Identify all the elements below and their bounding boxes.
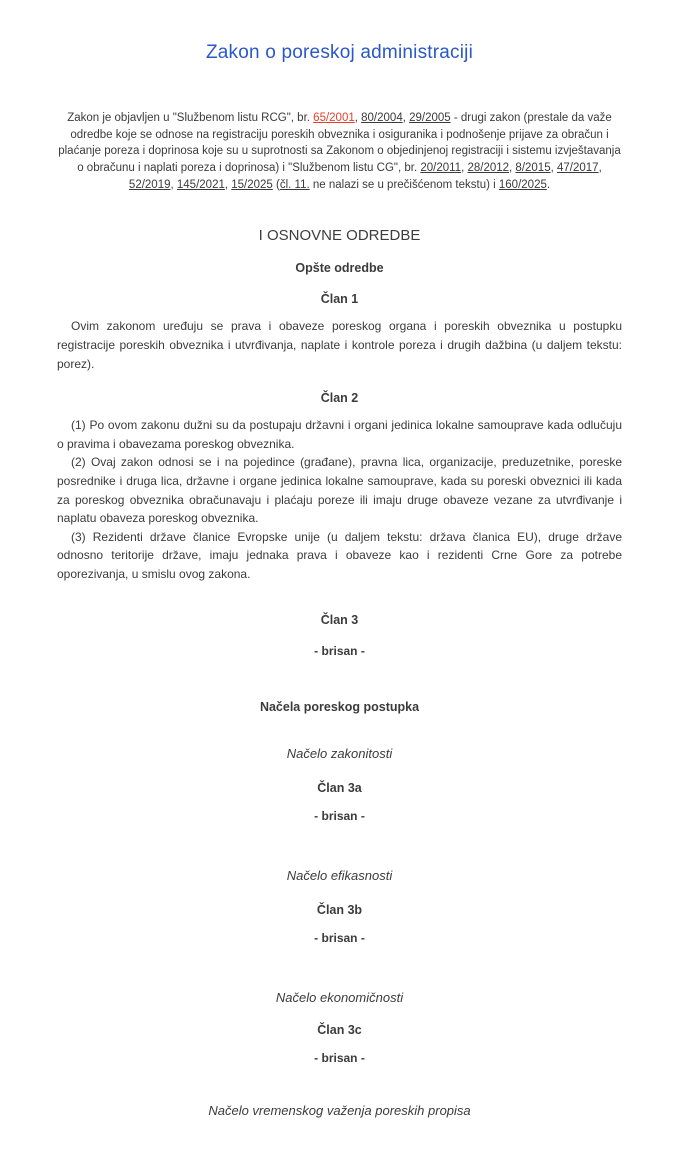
article-paragraph: (1) Po ovom zakonu dužni su da postupaju državni i organi jedinica lokalne samouprave kada odlučuju o pravima i obavezama poreskog obveznika. bbox=[57, 418, 622, 451]
intro-text-segment: - drugi zakon (prestale da važe odredbe koje se odnose na registraciju poreskih obveznika i osiguranika i podnošenje prijave za obračun i plaćanje poreza i doprinosa koje su u suprotnosti sa Zakonom o objedinjenoj registraciji i sistemu izvještavanja o obračunu i naplati poreza i doprinosa) i "Službenom listu CG", br. bbox=[58, 112, 621, 175]
intro-text-segment: , bbox=[550, 162, 557, 175]
document-title: Zakon o poreskoj administraciji bbox=[205, 42, 474, 63]
article-11-link[interactable]: čl. 11. bbox=[279, 178, 310, 191]
article-heading-clan-3a: Član 3a bbox=[317, 781, 362, 796]
intro-text-segment: ( bbox=[272, 178, 280, 191]
gazette-link-8-2015[interactable]: 8/2015 bbox=[515, 162, 551, 175]
gazette-link-47-2017[interactable]: 47/2017 bbox=[557, 162, 599, 175]
gazette-link-80-2004[interactable]: 80/2004 bbox=[361, 112, 403, 124]
intro-text-segment: , bbox=[461, 162, 468, 175]
gazette-link-160-2025[interactable]: 160/2025 bbox=[498, 178, 547, 191]
article-status-deleted: - brisan - bbox=[314, 809, 365, 824]
gazette-link-20-2011[interactable]: 20/2011 bbox=[420, 162, 462, 175]
article-status-deleted: - brisan - bbox=[314, 1051, 365, 1066]
gazette-link-65-2001[interactable]: 65/2001 bbox=[313, 112, 355, 124]
intro-text-segment: , bbox=[509, 162, 516, 175]
gazette-link-15-2025[interactable]: 15/2025 bbox=[231, 178, 273, 191]
principle-heading-ekonomicnosti: Načelo ekonomičnosti bbox=[275, 990, 404, 1006]
principle-heading-efikasnosti: Načelo efikasnosti bbox=[286, 868, 393, 884]
principle-heading-vremenskog-vazenja: Načelo vremenskog važenja poreskih propisa bbox=[208, 1103, 471, 1119]
article-paragraph: (3) Rezidenti države članice Evropske unije (u daljem tekstu: država članica EU), druge države odnosno teritorije države, imaju jednaka prava i obaveze kao i rezidenti Crne Gore za potrebe oporezivanja, u smislu ovog zakona. bbox=[57, 529, 622, 581]
article-paragraph: (2) Ovaj zakon odnosi se i na pojedince (građane), pravna lica, organizacije, preduzetnike, poreske posrednike i druga lica, državne i organe jedinica lokalne samouprave, kada su poreski obveznici ili kada za poreskog obveznika obračunavaju i plaćaju poreze ili imaju druge obaveze vezane za utvrđivanje i naplatu obaveza poreskog obveznika. bbox=[57, 455, 622, 526]
section-heading-osnovne-odredbe: I OSNOVNE ODREDBE bbox=[258, 227, 421, 245]
intro-text-segment: , bbox=[170, 178, 177, 191]
gazette-link-28-2012[interactable]: 28/2012 bbox=[467, 162, 510, 175]
intro-text-segment: , bbox=[598, 162, 602, 175]
intro-text-segment: ne nalazi se u prečišćenom tekstu) i bbox=[309, 178, 499, 191]
article-heading-clan-1: Član 1 bbox=[320, 292, 359, 307]
article-status-deleted: - brisan - bbox=[314, 644, 365, 659]
subsection-heading-nacela: Načela poreskog postupka bbox=[259, 700, 420, 715]
article-paragraph: Ovim zakonom uređuju se prava i obaveze poreskog organa i poreskih obveznika u postupku registracije poreskih obveznika i utvrđivanja, naplate i kontrole poreza i drugih dažbina (u daljem tekstu: porez). bbox=[57, 319, 622, 371]
intro-text-segment: Zakon je objavljen u "Službenom listu RCG", br. bbox=[67, 112, 314, 124]
subsection-heading-opste-odredbe: Opšte odredbe bbox=[295, 261, 384, 276]
intro-text-segment: , bbox=[224, 178, 232, 191]
article-heading-clan-2: Član 2 bbox=[320, 391, 359, 406]
article-heading-clan-3c: Član 3c bbox=[317, 1023, 362, 1038]
gazette-link-52-2019[interactable]: 52/2019 bbox=[128, 178, 171, 191]
article-heading-clan-3: Član 3 bbox=[320, 613, 359, 628]
publication-note bbox=[57, 110, 622, 193]
intro-text-segment: , bbox=[402, 112, 410, 124]
intro-text-segment: , bbox=[354, 112, 362, 124]
article-status-deleted: - brisan - bbox=[314, 931, 365, 946]
gazette-link-145-2021[interactable]: 145/2021 bbox=[176, 178, 225, 191]
article-heading-clan-3b: Član 3b bbox=[316, 903, 363, 918]
gazette-link-29-2005[interactable]: 29/2005 bbox=[409, 112, 451, 124]
principle-heading-zakonitosti: Načelo zakonitosti bbox=[286, 746, 393, 762]
intro-text-segment: . bbox=[546, 178, 551, 191]
